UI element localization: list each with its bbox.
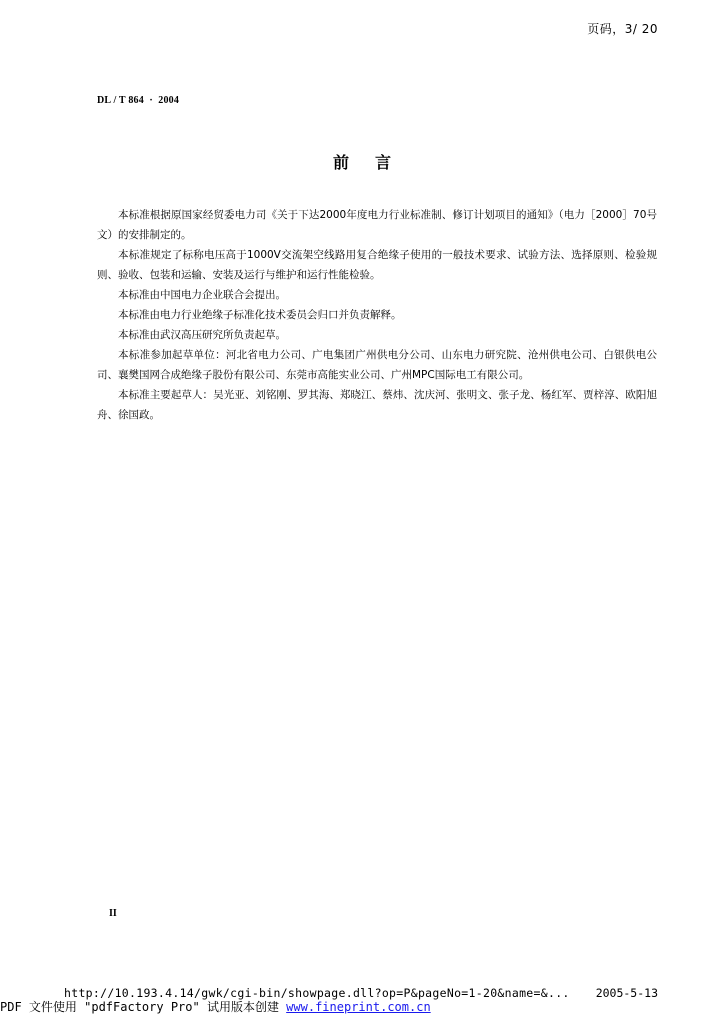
paragraph-drafter: 本标准由武汉高压研究所负责起草。 (118, 329, 286, 341)
page-counter: 页码，3/ 20 (587, 22, 658, 36)
preface-body (97, 205, 657, 425)
footer-url: http://10.193.4.14/gwk/cgi-bin/showpage.dll?op=P&pageNo=1-20&name=&... (64, 986, 570, 1000)
paragraph-scope: 本标准规定了标称电压高于1000V交流架空线路用复合绝缘子使用的一般技术要求、试验方法、选择原则、检验规则、验收、包装和运输、安装及运行与维护和运行性能检验。 (97, 249, 657, 281)
pdf-banner (0, 998, 431, 1015)
page-number: II (109, 908, 117, 919)
paragraph-basis: 本标准根据原国家经贸委电力司《关于下达2000年度电力行业标准制、修订计划项目的通知》（电力［2000］70号文）的安排制定的。 (97, 209, 657, 241)
standard-code: DL / T 864 · 2004 (97, 95, 180, 106)
paragraph-proposer: 本标准由中国电力企业联合会提出。 (118, 289, 286, 301)
pdf-banner-text: PDF 文件使用 "pdfFactory Pro" 试用版本创建 (0, 1000, 287, 1014)
fineprint-link[interactable]: www.fineprint.com.cn (286, 1000, 431, 1014)
paragraph-participants: 本标准参加起草单位：河北省电力公司、广电集团广州供电分公司、山东电力研究院、沧州供电公司、白银供电公司、襄樊国网合成绝缘子股份有限公司、东莞市高能实业公司、广州MPC国际电工有限公司。 (97, 349, 657, 381)
preface-title: 前言 (333, 153, 418, 172)
paragraph-authors: 本标准主要起草人：吴光亚、刘铭刚、罗其海、郑晓江、蔡炜、沈庆河、张明文、张子龙、杨红军、贾梓淳、欧阳旭舟、徐国政。 (97, 389, 657, 421)
footer-date: 2005-5-13 (595, 986, 658, 1000)
paragraph-administrator: 本标准由电力行业绝缘子标准化技术委员会归口并负责解释。 (118, 309, 402, 321)
